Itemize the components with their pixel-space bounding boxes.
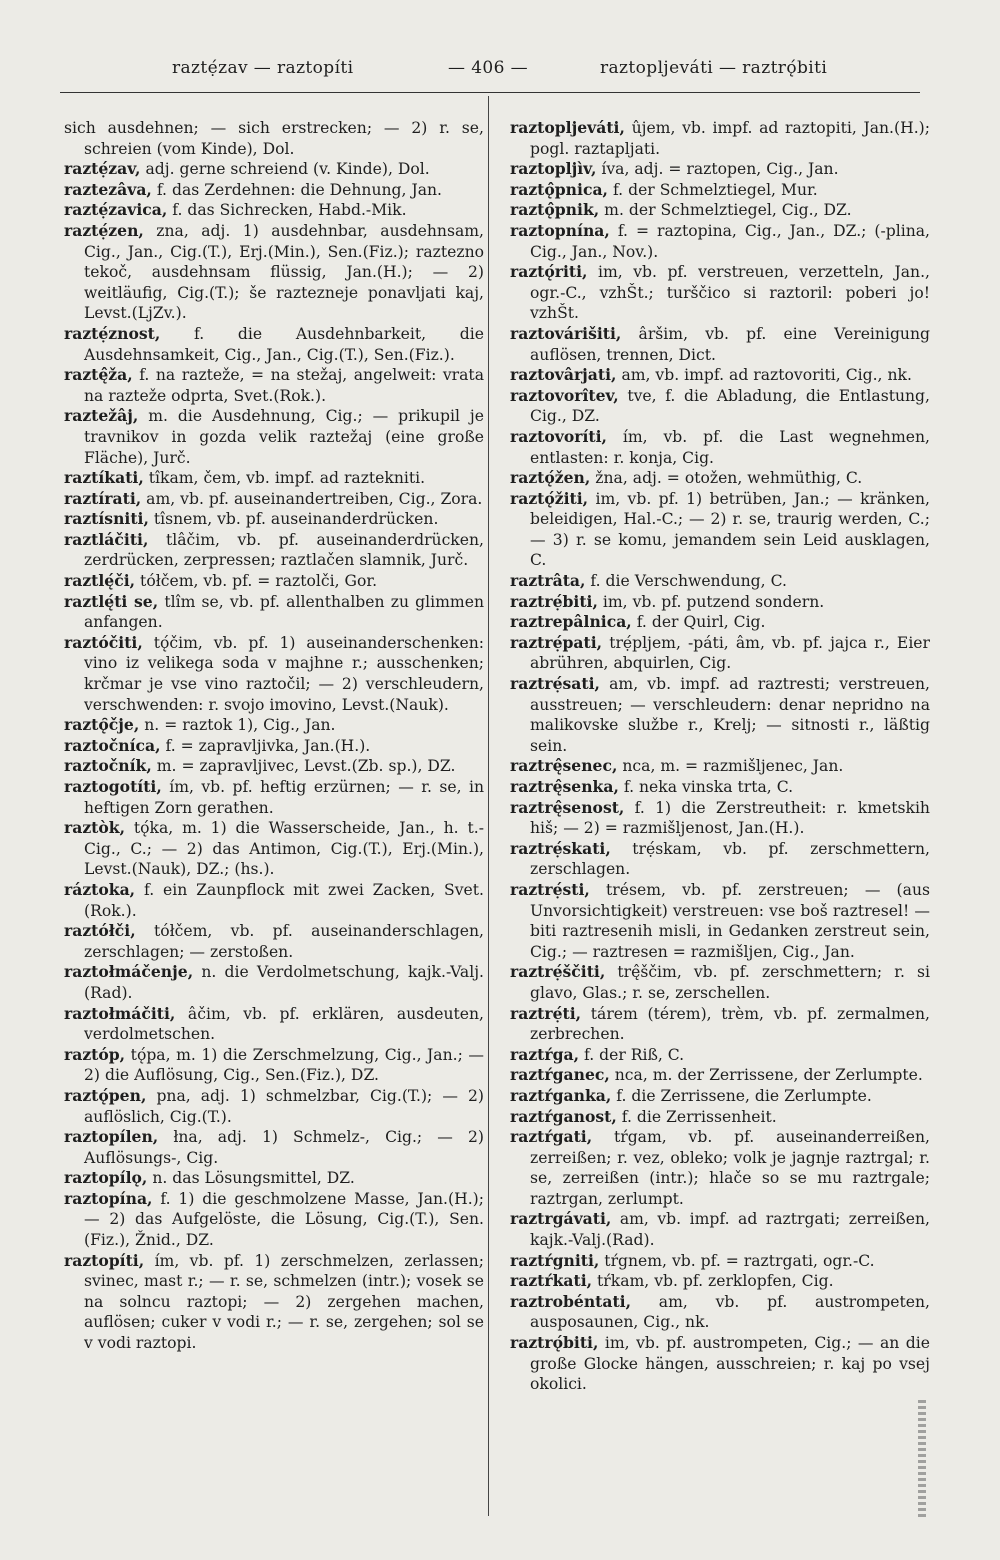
entry-definition: nca, m. der Zerrissene, der Zerlumpte. (614, 1066, 923, 1085)
dictionary-entry (510, 200, 930, 221)
entry-definition: tlîm se, vb. pf. allenthalben zu glimmen anfangen. (84, 592, 484, 632)
entry-headword: raztrgávati, (510, 1209, 612, 1229)
dictionary-entry (64, 365, 484, 406)
entry-definition: f. das Zerdehnen: die Dehnung, Jan. (156, 180, 442, 199)
dictionary-entry (64, 736, 484, 757)
entry-headword: raztovorîtev, (510, 385, 619, 405)
entry-definition: m. die Ausdehnung, Cig.; — prikupil je travnikov in gozda velik raztežaj (eine große Fläche), Jurč. (84, 407, 484, 467)
dictionary-entry (510, 1045, 930, 1066)
entry-definition: adj. gerne schreiend (v. Kinde), Dol. (145, 160, 430, 179)
dictionary-entry (64, 200, 484, 221)
entry-headword: raztŕganost, (510, 1106, 617, 1126)
dictionary-entry (510, 1271, 930, 1292)
dictionary-entry (64, 715, 484, 736)
entry-headword: raztláčiti, (64, 529, 149, 549)
dictionary-entry (510, 592, 930, 613)
entry-definition: tółčem, vb. pf. auseinanderschlagen, zerschlagen; — zerstoßen. (84, 922, 484, 961)
entry-headword: raztísniti, (64, 509, 149, 529)
entry-headword: raztrẹ́biti, (510, 591, 598, 611)
entry-headword: raztołmáčenje, (64, 962, 194, 982)
dictionary-entry (64, 180, 484, 201)
dictionary-entry (64, 159, 484, 180)
entry-definition: am, vb. impf. ad raztresti; verstreuen, ausstreuen; — verschleudern: denar nepridno na malikovske službe r., Krelj; — sitnosti r., läßtig sein. (530, 675, 930, 755)
dictionary-entry (510, 571, 930, 592)
entry-headword: raztopílǫ, (64, 1168, 148, 1188)
entry-definition: tŕkam, vb. pf. zerklopfen, Cig. (597, 1272, 834, 1291)
entry-definition: im, vb. pf. putzend sondern. (602, 592, 825, 611)
entry-headword: raztrę̂senec, (510, 756, 618, 776)
dictionary-entry (510, 612, 930, 633)
entry-definition: n. = raztok 1), Cig., Jan. (144, 716, 336, 735)
entry-definition: f. der Riß, C. (584, 1045, 685, 1064)
entry-headword: raztopljeváti, (510, 118, 625, 137)
dictionary-entry (64, 324, 484, 365)
entry-definition: zna, adj. 1) ausdehnbar, ausdehnsam, Cig., Jan., Cig.(T.), Erj.(Min.), Sen.(Fiz.); raztezno tekoč, ausdehnsam flüssig, Jan.(H.); — 2) weitläufig, Cig.(T.); še raztezneje ponavljati kaj, Levst.(LjZv.). (84, 221, 484, 323)
entry-headword: raztopíti, (64, 1250, 145, 1270)
entry-headword: raztę̂ža, (64, 365, 133, 385)
entry-headword: raztǫ́žen, (510, 468, 591, 488)
entry-headword: raztrepâlnica, (510, 612, 632, 632)
page-number: — 406 — (448, 58, 529, 78)
dictionary-entry (64, 756, 484, 777)
dictionary-entry (64, 221, 484, 324)
entry-definition: f. die Zerrissenheit. (621, 1107, 777, 1126)
entry-headword: raztẹ́zav, (64, 159, 141, 179)
entry-definition: tǫ́pa, m. 1) die Zerschmelzung, Cig., Jan.; — 2) die Auflösung, Cig., Sen.(Fiz.), DZ. (84, 1045, 484, 1085)
dictionary-entry (64, 1168, 484, 1189)
entry-definition: f. die Ausdehnbarkeit, die Ausdehnsamkeit, Cig., Jan., Cig.(T.), Sen.(Fiz.). (84, 324, 484, 364)
entry-definition: tŕgnem, vb. pf. = raztrgati, ogr.-C. (604, 1251, 875, 1270)
dictionary-entry (510, 1004, 930, 1045)
header-right-guideword: raztopljeváti — raztrǫ́biti (600, 58, 828, 78)
dictionary-entry (64, 633, 484, 715)
entry-definition: âršim, vb. pf. eine Vereinigung auflösen, trennen, Dict. (530, 324, 930, 364)
dictionary-entry (510, 1333, 930, 1395)
entry-headword: raztóp, (64, 1044, 126, 1064)
entry-definition: m. = zapravljivec, Levst.(Zb. sp.), DZ. (156, 757, 456, 776)
dictionary-entry (64, 118, 484, 159)
dictionary-entry (64, 1189, 484, 1251)
entry-headword: raztóčiti, (64, 632, 143, 652)
entry-definition: f. na razteže, = na stežaj, angelweit: vrata na razteže odprta, Svet.(Rok.). (84, 366, 484, 405)
entry-definition: f. der Quirl, Cig. (636, 613, 766, 632)
dictionary-entry (64, 1127, 484, 1168)
dictionary-entry (510, 756, 930, 777)
entry-headword: raztočníca, (64, 735, 161, 755)
entry-headword: raztezâva, (64, 179, 152, 199)
dictionary-entry (510, 1292, 930, 1333)
entry-definition: m. der Schmelztiegel, Cig., DZ. (604, 201, 852, 220)
dictionary-entry (64, 962, 484, 1003)
page-header (150, 58, 850, 88)
dictionary-entry (510, 1107, 930, 1128)
entry-definition: trę̂ščim, vb. pf. zerschmettern; r. si glavo, Glas.; r. se, zerschellen. (530, 963, 930, 1002)
entry-definition: im, vb. pf. austrompeten, Cig.; — an die große Glocke hängen, ausschreien; r. kaj po vsej okolici. (530, 1334, 930, 1394)
entry-headword: raztovoríti, (510, 426, 607, 446)
entry-headword: raztopína, (64, 1188, 153, 1208)
entry-definition: am, vb. impf. ad raztovoriti, Cig., nk. (621, 366, 912, 385)
dictionary-entry (64, 509, 484, 530)
entry-headword: raztołmáčiti, (64, 1003, 176, 1023)
entry-headword: raztǫ́žiti, (510, 488, 589, 508)
entry-headword: raztrẹ́skati, (510, 838, 611, 858)
entry-definition: im, vb. pf. verstreuen, verzetteln, Jan., ogr.-C., vzhŠt.; turščico si raztoril: poberi jo! vzhŠt. (530, 263, 930, 323)
header-left-guideword: raztẹ́zav — raztopíti (172, 58, 354, 78)
entry-definition: ûjem, vb. impf. ad raztopiti, Jan.(H.); pogl. raztapljati. (530, 119, 930, 158)
dictionary-entry (64, 1045, 484, 1086)
dictionary-entry (510, 1209, 930, 1250)
header-rule (60, 92, 920, 93)
dictionary-entry (64, 592, 484, 633)
entry-headword: raztovârjati, (510, 365, 617, 385)
entry-headword: raztẹ́znost, (64, 323, 161, 343)
entry-definition: sich ausdehnen; — sich erstrecken; — 2) r. se, schreien (vom Kinde), Dol. (64, 119, 484, 158)
entry-definition: tîsnem, vb. pf. auseinanderdrücken. (153, 510, 439, 529)
entry-headword: raztrobéntati, (510, 1291, 632, 1311)
entry-headword: raztíkati, (64, 468, 144, 488)
entry-definition: f. 1) die geschmolzene Masse, Jan.(H.); — 2) das Aufgelöste, die Lösung, Cig.(T.), Sen.(Fiz.), Žnid., DZ. (84, 1189, 484, 1250)
entry-definition: pna, adj. 1) schmelzbar, Cig.(T.); — 2) auflöslich, Cig.(T.). (84, 1086, 484, 1126)
entry-headword: raztrẹ́pati, (510, 632, 603, 652)
entry-headword: raztrẹ́sati, (510, 674, 600, 694)
dictionary-entry (510, 1251, 930, 1272)
entry-definition: f. die Zerrissene, die Zerlumpte. (616, 1086, 872, 1105)
entry-definition: n. die Verdolmetschung, kajk.-Valj.(Rad). (84, 963, 484, 1002)
dictionary-entry (64, 1086, 484, 1127)
entry-definition: f. das Sichrecken, Habd.-Mik. (172, 201, 407, 220)
dictionary-entry (510, 1127, 930, 1209)
dictionary-entry (64, 406, 484, 468)
entry-headword: raztółči, (64, 921, 136, 941)
entry-definition: f. = raztopina, Cig., Jan., DZ.; (-plina, Cig., Jan., Nov.). (530, 221, 930, 261)
entry-headword: raztlę́ti se, (64, 591, 159, 611)
entry-definition: íva, adj. = raztopen, Cig., Jan. (601, 160, 839, 179)
dictionary-entry (64, 1004, 484, 1045)
entry-definition: trésem, vb. pf. zerstreuen; — (aus Unvorsichtigkeit) verstreuen: vse boš raztresel! — biti raztresenih misli, in Gedanken zerstreut sein, Cig.; — raztresen = razmišljen, Cig., Jan. (530, 880, 930, 961)
dictionary-entry (510, 777, 930, 798)
entry-definition: f. neka vinska trta, C. (623, 778, 794, 796)
dictionary-entry (510, 489, 930, 571)
entry-headword: raztŕkati, (510, 1271, 593, 1291)
dictionary-entry (510, 633, 930, 674)
entry-headword: raztopljìv, (510, 159, 597, 179)
entry-definition: žna, adj. = otožen, wehmüthig, C. (595, 469, 863, 488)
entry-headword: ráztoka, (64, 879, 136, 899)
dictionary-entry (64, 921, 484, 962)
dictionary-entry (510, 962, 930, 1003)
entry-headword: raztlę́či, (64, 571, 136, 591)
entry-headword: raztŕganka, (510, 1085, 612, 1105)
entry-headword: raztǫ́pen, (64, 1085, 147, 1105)
entry-headword: raztẹ́zavica, (64, 200, 168, 220)
dictionary-entry (510, 365, 930, 386)
dictionary-entry (510, 1086, 930, 1107)
entry-headword: raztežâj, (64, 406, 139, 426)
entry-definition: f. ein Zaunpflock mit zwei Zacken, Svet.(Rok.). (84, 880, 484, 920)
entry-definition: âčim, vb. pf. erklären, ausdeuten, verdolmetschen. (84, 1004, 484, 1044)
entry-headword: raztrẹ́ščiti, (510, 962, 606, 982)
dictionary-entry (510, 427, 930, 468)
dictionary-entry (510, 839, 930, 880)
dictionary-entry (64, 571, 484, 592)
entry-headword: raztrẹ́sti, (510, 879, 590, 899)
entry-headword: raztŕganec, (510, 1065, 610, 1085)
dictionary-entry (64, 530, 484, 571)
entry-definition: tółčem, vb. pf. = raztolči, Gor. (140, 572, 378, 591)
entry-definition: f. 1) die Zerstreutheit: r. kmetskih hiš; — 2) = razmišljenost, Jan.(H.). (530, 798, 930, 838)
entry-definition: tve, f. die Abladung, die Entlastung, Cig., DZ. (530, 386, 930, 426)
dictionary-entry (64, 468, 484, 489)
entry-headword: raztǫ̑čje, (64, 715, 140, 735)
entry-definition: f. die Verschwendung, C. (590, 572, 787, 591)
entry-headword: raztrâta, (510, 571, 586, 591)
right-column (510, 118, 930, 1395)
entry-definition: ím, vb. pf. die Last wegnehmen, entlasten: r. konja, Cig. (530, 427, 930, 467)
entry-headword: raztopnína, (510, 220, 610, 240)
dictionary-entry (510, 159, 930, 180)
entry-headword: raztǫ́riti, (510, 262, 588, 282)
entry-headword: raztŕgniti, (510, 1250, 600, 1270)
entry-definition: am, vb. pf. austrompeten, ausposaunen, Cig., nk. (530, 1292, 930, 1332)
entry-headword: raztǫ̂pnica, (510, 179, 608, 199)
entry-headword: raztočník, (64, 756, 152, 776)
dictionary-entry (510, 468, 930, 489)
dictionary-entry (510, 386, 930, 427)
dictionary-entry (510, 674, 930, 756)
dictionary-entry (510, 798, 930, 839)
entry-headword: raztòk, (64, 818, 126, 838)
dictionary-entry (510, 118, 930, 159)
entry-definition: ím, vb. pf. 1) zerschmelzen, zerlassen; svinec, mast r.; — r. se, schmelzen (intr.); vosek se na solncu raztopi; — 2) zergehen machen, auflösen; cuker v vodi r.; — r. se, zergehen; sol se v vodi raztopi. (84, 1251, 484, 1353)
entry-definition: tŕgam, vb. pf. auseinanderreißen, zerreißen; r. vez, obleko; volk je jagnje raztrgal; r. se, zerreißen (intr.); hlače so se mu raztrgale; raztrgan, zerlumpt. (530, 1128, 930, 1208)
left-column (64, 118, 484, 1354)
dictionary-entry (64, 777, 484, 818)
entry-definition: im, vb. pf. 1) betrüben, Jan.; — kränken, beleidigen, Hal.-C.; — 2) r. se, traurig werden, C.; — 3) r. se komu, jemandem sein Leid ausklagen, C. (530, 489, 930, 570)
entry-definition: am, vb. pf. auseinandertreiben, Cig., Zora. (146, 489, 483, 508)
entry-headword: raztopílen, (64, 1127, 159, 1147)
entry-definition: tǫ́ka, m. 1) die Wasserscheide, Jan., h. t.-Cig., C.; — 2) das Antimon, Cig.(T.), Erj.(Min.), Levst.(Nauk), DZ.; (hs.). (84, 819, 484, 879)
dictionary-entry (64, 1251, 484, 1354)
dictionary-entry (510, 324, 930, 365)
entry-definition: n. das Lösungsmittel, DZ. (152, 1169, 355, 1188)
dictionary-entry (64, 489, 484, 510)
entry-definition: am, vb. impf. ad raztrgati; zerreißen, kajk.-Valj.(Rad). (530, 1210, 930, 1250)
entry-headword: raztrę̂senka, (510, 777, 619, 796)
entry-headword: raztírati, (64, 488, 142, 508)
dictionary-entry (510, 880, 930, 962)
entry-definition: tárem (térem), trèm, vb. pf. zermalmen, zerbrechen. (530, 1004, 930, 1044)
entry-definition: tǫ́čim, vb. pf. 1) auseinanderschenken: vino iz velikega soda v majhne r.; ausschenken; krčmar je vse vino raztočil; — 2) verschleudern, verschwenden: r. svojo imovino, Levst.(Nauk). (84, 633, 484, 714)
entry-headword: raztogotíti, (64, 777, 162, 796)
dictionary-entry (510, 180, 930, 201)
dictionary-entry (510, 1065, 930, 1086)
dictionary-entry (510, 262, 930, 324)
entry-definition: tîkam, čem, vb. impf. ad raztekniti. (148, 469, 426, 488)
entry-headword: raztrǫ́biti, (510, 1333, 599, 1353)
column-divider (488, 96, 489, 1516)
entry-headword: raztŕgati, (510, 1127, 593, 1147)
dictionary-entry (64, 880, 484, 921)
entry-headword: raztrę̂senost, (510, 797, 625, 817)
entry-headword: raztẹ́zen, (64, 220, 144, 240)
entry-definition: łna, adj. 1) Schmelz-, Cig.; — 2) Auflösungs-, Cig. (84, 1128, 484, 1167)
entry-definition: f. der Schmelztiegel, Mur. (612, 180, 818, 199)
entry-headword: raztǫ̂pnik, (510, 200, 600, 220)
entry-headword: raztrẹ́ti, (510, 1003, 582, 1023)
entry-headword: raztovárišiti, (510, 323, 622, 343)
entry-definition: trẹ́skam, vb. pf. zerschmettern, zerschlagen. (530, 839, 930, 879)
entry-definition: trẹ́pljem, -páti, âm, vb. pf. jajca r., Eier abrühren, abquirlen, Cig. (530, 633, 930, 673)
entry-definition: nca, m. = razmišljenec, Jan. (622, 757, 844, 776)
entry-headword: raztŕga, (510, 1044, 580, 1064)
dictionary-entry (510, 221, 930, 262)
entry-definition: f. = zapravljivka, Jan.(H.). (165, 736, 371, 755)
entry-definition: ím, vb. pf. heftig erzürnen; — r. se, in heftigen Zorn gerathen. (84, 778, 484, 817)
library-stamp-mark (918, 1400, 926, 1520)
entry-definition: tlâčim, vb. pf. auseinanderdrücken, zerdrücken, zerpressen; raztlačen slamnik, Jurč. (84, 530, 484, 570)
dictionary-entry (64, 818, 484, 880)
